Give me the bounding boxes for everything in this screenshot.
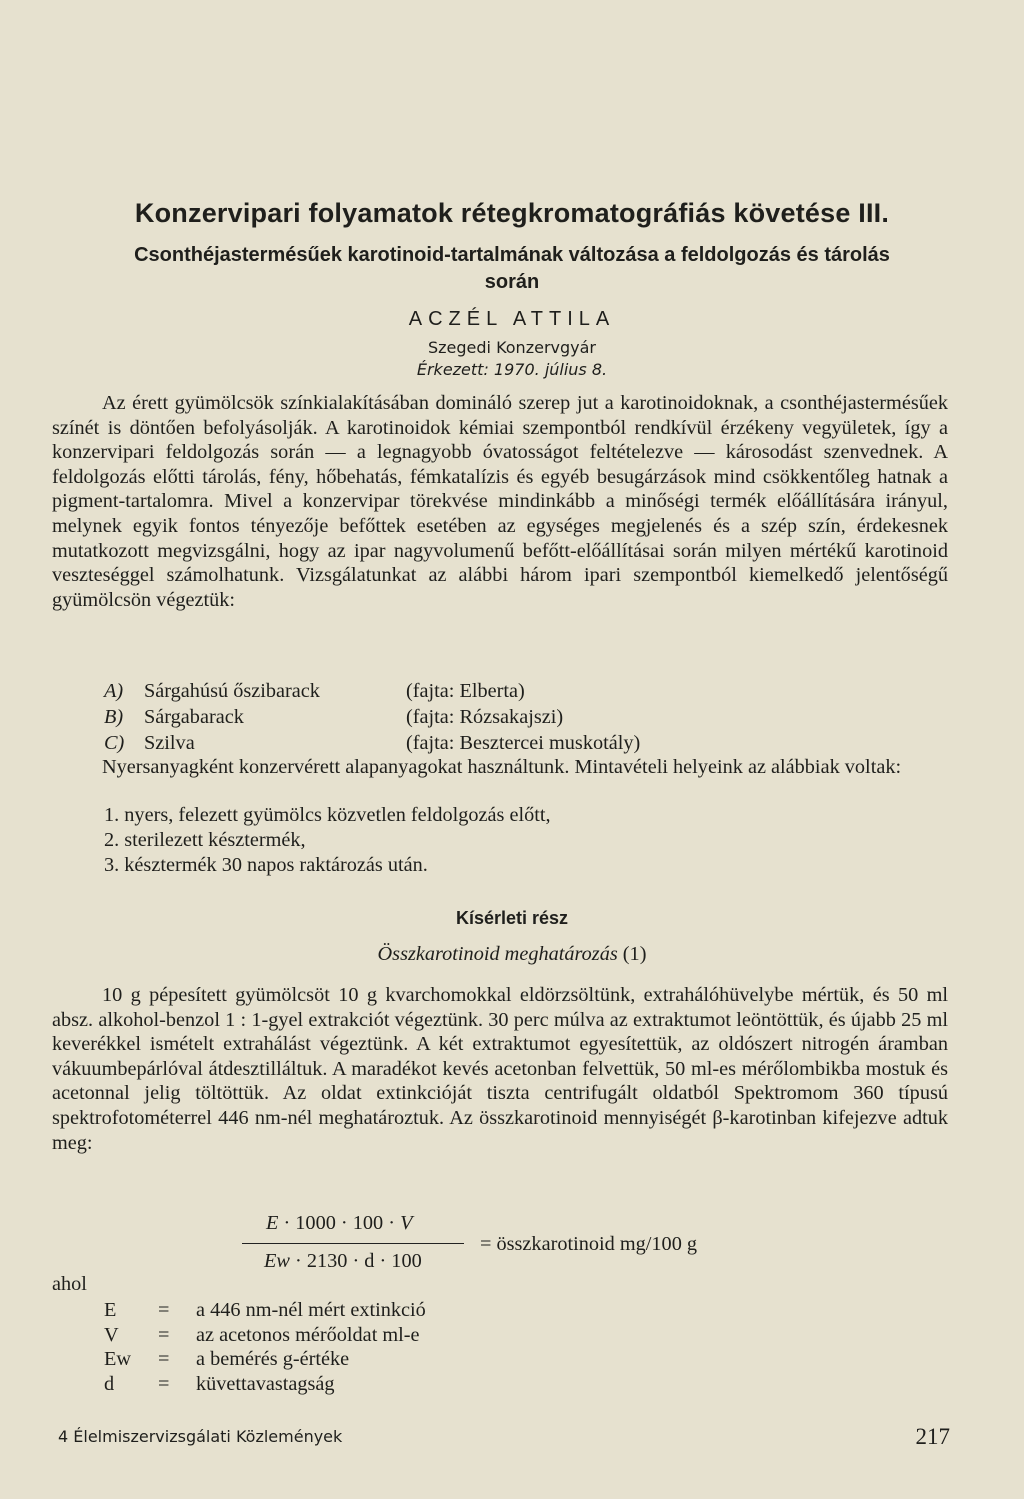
fruit-item (104, 704, 640, 730)
formula-Ew: Ew (264, 1250, 290, 1272)
method-paragraph: 10 g pépesített gyümölcsöt 10 g kvarchomokkal eldörzsöltünk, extrahálóhüvelybe mértük, és 50 ml absz. alkohol-benzol 1 : 1-gyel extrakciót végeztünk. 30 perc múlva az extraktumot leöntöttük, és újabb 25 ml keverékkel ismételt extrahálást végeztünk. A két extraktumot egyesítettük, az oldószert nitrogén áramban vákuumbepárlóval átdesztilláltuk. A maradékot kevés acetonban felvettük, 50 ml-es mérőlombikba mostuk és acetonnal jelig töltöttük. Az oldat extinkcióját tiszta centrifugált oldatból Spektromom 360 típusú spektrofotométerrel 446 nm-nél meghatároztuk. Az összkarotinoid mennyiségét β-karotinban kifejezve adtuk meg: (52, 984, 948, 1154)
definition-equals: = (158, 1348, 170, 1371)
sample-item: 2. sterilezett késztermék, (104, 829, 306, 851)
definition-text: a 446 nm-nél mért extinkció (196, 1299, 426, 1321)
definition-equals: = (158, 1323, 170, 1346)
definition-item (104, 1347, 426, 1372)
fruit-name: Sárgahúsú őszibarack (144, 680, 320, 702)
definition-symbol: E (104, 1299, 117, 1321)
formula-V: V (400, 1212, 413, 1234)
sample-list (104, 803, 551, 878)
page-number: 217 (915, 1424, 950, 1449)
definition-equals: = (158, 1299, 170, 1321)
subsection-title: Összkarotinoid meghatározás (377, 943, 618, 965)
definition-text: küvettavastagság (196, 1372, 335, 1395)
formula-E: E (266, 1212, 279, 1234)
method-section (52, 983, 948, 1155)
sample-item: 3. késztermék 30 napos raktározás után. (104, 854, 428, 876)
intro-section (52, 391, 948, 612)
fraction-bar (242, 1243, 464, 1244)
definition-equals: = (158, 1372, 170, 1395)
fruit-letter: B) (104, 706, 124, 728)
sampling-intro: Nyersanyagként konzervérett alapanyagokat használtunk. Mintavételi helyeink az alábbiak voltak: (102, 756, 902, 778)
received-date: Érkezett: 1970. július 8. (416, 360, 608, 379)
definition-item (104, 1372, 426, 1397)
formula-num-constants: · 1000 · 100 · (278, 1212, 401, 1234)
formula-numerator (266, 1212, 412, 1235)
fruit-letter: C) (104, 732, 125, 754)
journal-name: 4 Élelmiszervizsgálati Közlemények (58, 1427, 343, 1446)
fruit-variety: (fajta: Elberta) (406, 680, 525, 702)
subsection-reference: (1) (617, 943, 647, 965)
article-subtitle: Csonthéjastermésűek karotinoid-tartalmának változása a feldolgozás és tárolás során (134, 244, 890, 293)
sampling-section (52, 755, 948, 780)
sample-item: 1. nyers, felezett gyümölcs közvetlen feldolgozás előtt, (104, 804, 551, 826)
definition-symbol: V (104, 1323, 119, 1346)
where-label: ahol (52, 1273, 87, 1295)
fruit-name: Sárgabarack (144, 706, 244, 728)
intro-paragraph: Az érett gyümölcsök színkialakításában domináló szerep jut a karotinoidoknak, a csonthéjastermésűek színét is döntően befolyásolják. A karotinoidok kémiai szempontból rendkívül érzékeny vegyületek, így a konzervipari feldolgozás során — a legnagyobb óvatosságot feltételezve — károsodást szenvednek. A feldolgozás előtti tárolás, fény, hőbehatás, fémkatalízis és egyéb besugárzások mind csökkentőleg hatnak a pigment-tartalomra. Mivel a konzervipar törekvése mindinkább a minőségi termék előállítására irányul, melynek egyik fontos tényezője befőttek esetében az egységes megjelenés és a szép szín, érdekesnek mutatkozott megvizsgálni, hogy az ipar nagyvolumenű befőtt-előállításai során milyen mértékű karotinoid veszteséggel számolhatunk. Vizsgálatunkat az alábbi három ipari szempontból kiemelkedő jelentőségű gyümölcsön végeztük: (52, 392, 948, 611)
fruit-variety: (fajta: Rózsakajszi) (406, 706, 564, 728)
definition-text: a bemérés g-értéke (196, 1348, 350, 1371)
article-title: Konzervipari folyamatok rétegkromatográfiás követése III. (134, 198, 890, 228)
author-affiliation: Szegedi Konzervgyár (427, 338, 596, 357)
fruit-list (104, 678, 640, 756)
definition-item (104, 1298, 426, 1323)
subsection-heading (0, 943, 1024, 966)
formula-den-constants: · 2130 · d · 100 (289, 1250, 422, 1272)
fruit-name: Szilva (144, 732, 195, 754)
fruit-letter: A) (104, 680, 124, 702)
fruit-item (104, 678, 640, 704)
formula-result: = összkarotinoid mg/100 g (480, 1233, 698, 1255)
definition-item (104, 1323, 426, 1348)
definition-symbol: d (104, 1372, 115, 1395)
author-name: ACZÉL ATTILA (408, 308, 616, 330)
definition-symbol: Ew (104, 1348, 132, 1371)
fruit-item (104, 730, 640, 756)
definition-list (104, 1298, 426, 1396)
fruit-variety: (fajta: Besztercei muskotály) (406, 732, 641, 754)
formula (240, 1212, 800, 1282)
definition-text: az acetonos mérőoldat ml-e (196, 1323, 420, 1346)
section-heading: Kísérleti rész (455, 908, 569, 928)
formula-denominator (264, 1250, 422, 1273)
